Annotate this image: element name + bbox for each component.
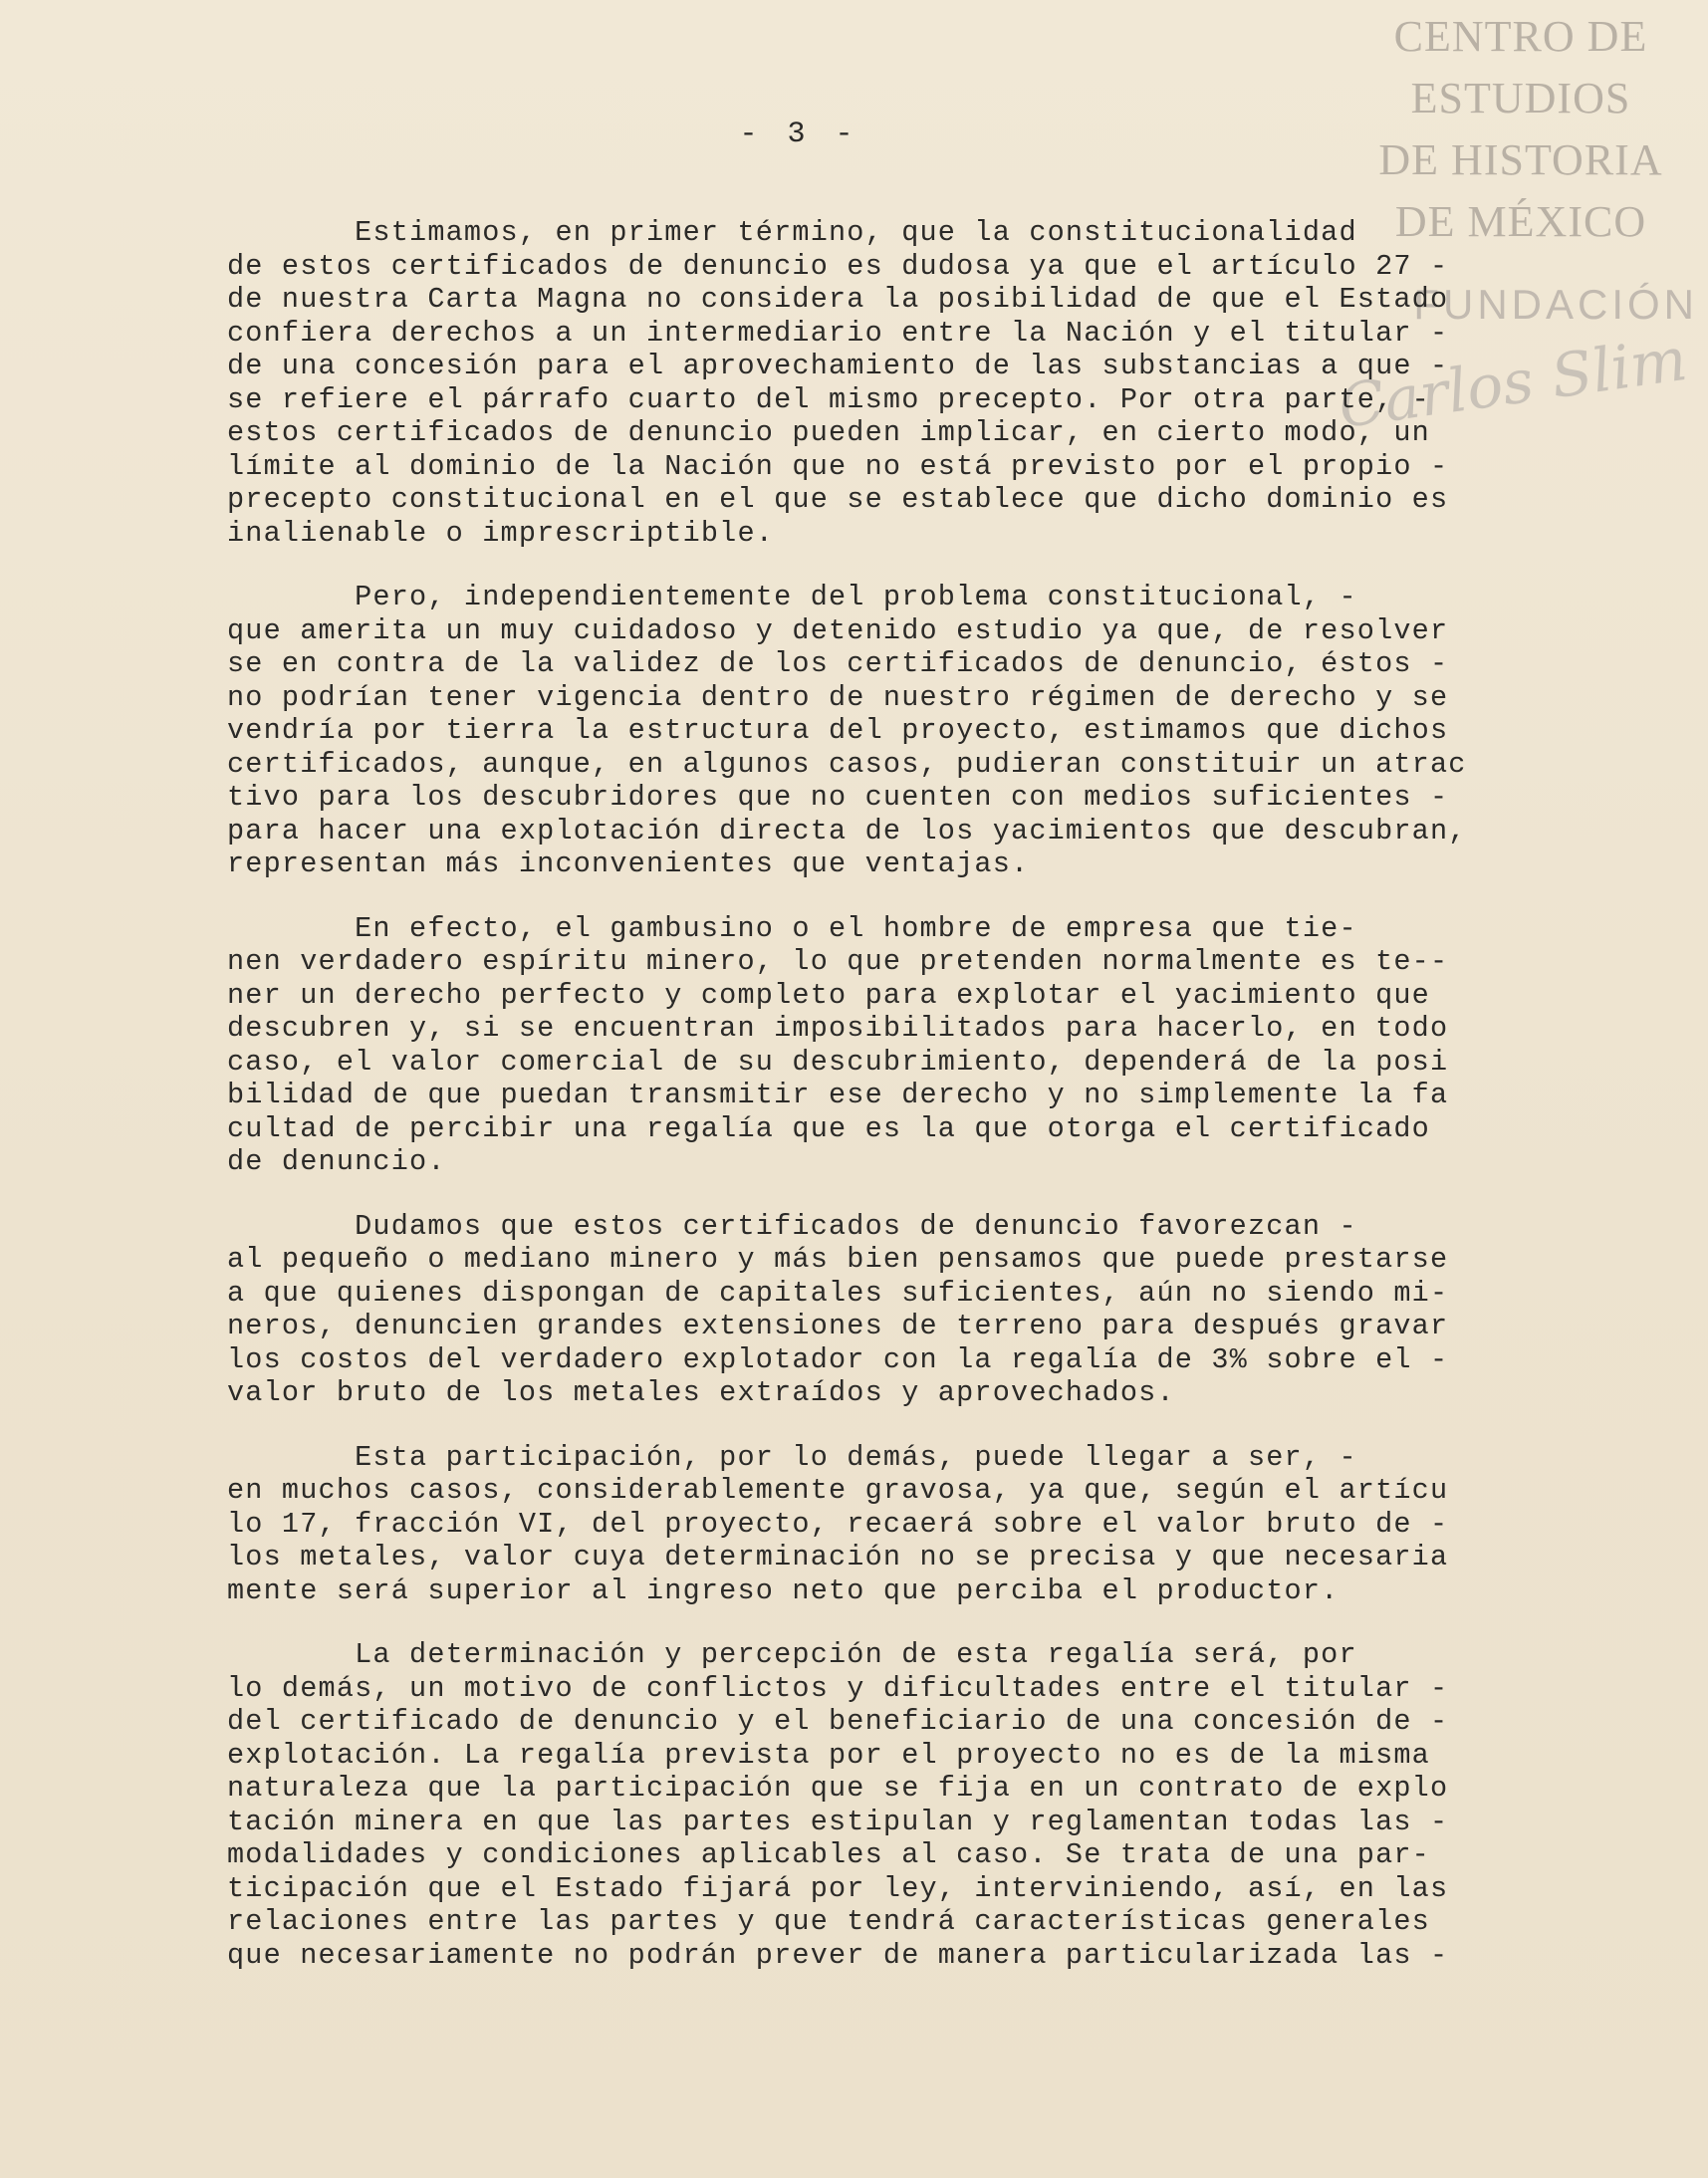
text-line: neros, denuncien grandes extensiones de terreno para después gravar <box>227 1310 1449 1342</box>
text-line: representan más inconvenientes que ventajas. <box>227 847 1030 880</box>
text-line: Pero, independientemente del problema constitucional, - <box>227 581 1357 613</box>
text-line: valor bruto de los metales extraídos y aprovechados. <box>227 1376 1175 1409</box>
text-line: inalienable o imprescriptible. <box>227 516 775 550</box>
text-line: límite al dominio de la Nación que no está previsto por el propio - <box>227 449 1449 483</box>
text-line: de estos certificados de denuncio es dudosa ya que el artículo 27 - <box>227 249 1449 283</box>
watermark-foundation: FUNDACIÓN <box>1413 281 1698 328</box>
text-line: certificados, aunque, en algunos casos, pudieran constituir un atrac <box>227 747 1467 781</box>
text-line: vendría por tierra la estructura del proyecto, estimamos que dichos <box>227 714 1449 747</box>
text-line: no podrían tener vigencia dentro de nuestro régimen de derecho y se <box>227 680 1449 714</box>
text-line: explotación. La regalía prevista por el proyecto no es de la misma <box>227 1738 1430 1772</box>
text-line: los metales, valor cuya determinación no se precisa y que necesaria <box>227 1541 1449 1573</box>
text-line: de denuncio. <box>227 1145 446 1178</box>
text-line: lo demás, un motivo de conflictos y dificultades entre el titular - <box>227 1671 1449 1705</box>
text-line: que necesariamente no podrán prever de manera particularizada las - <box>227 1938 1449 1972</box>
text-line: estos certificados de denuncio pueden implicar, en cierto modo, un <box>227 416 1430 449</box>
text-line: caso, el valor comercial de su descubrimiento, dependerá de la posi <box>227 1045 1449 1079</box>
text-line: en muchos casos, considerablemente gravosa, ya que, según el artícu <box>227 1474 1449 1507</box>
text-line: ner un derecho perfecto y completo para explotar el yacimiento que <box>227 978 1430 1012</box>
text-line: naturaleza que la participación que se fija en un contrato de explo <box>227 1772 1449 1805</box>
text-line: bilidad de que puedan transmitir ese derecho y no simplemente la fa <box>227 1079 1449 1111</box>
text-line: a que quienes dispongan de capitales suficientes, aún no siendo mi- <box>227 1276 1449 1310</box>
watermark-line: CENTRO DE <box>1393 12 1648 61</box>
document-body <box>227 216 1591 2003</box>
text-line: se en contra de la validez de los certificados de denuncio, éstos - <box>227 647 1449 680</box>
paragraph <box>227 1638 1591 1972</box>
text-line: modalidades y condiciones aplicables al caso. Se trata de una par- <box>227 1838 1430 1871</box>
text-line: nen verdadero espíritu minero, lo que pretenden normalmente es te-- <box>227 945 1449 978</box>
paragraph <box>227 216 1591 550</box>
paragraph <box>227 1210 1591 1410</box>
text-line: cultad de percibir una regalía que es la que otorga el certificado <box>227 1111 1430 1145</box>
watermark-line: DE HISTORIA <box>1378 135 1663 184</box>
text-line: de una concesión para el aprovechamiento de las substancias a que - <box>227 350 1449 382</box>
text-line: mente será superior al ingreso neto que perciba el productor. <box>227 1573 1340 1607</box>
text-line: se refiere el párrafo cuarto del mismo precepto. Por otra parte, - <box>227 382 1430 416</box>
text-line: al pequeño o mediano minero y más bien pensamos que puede prestarse <box>227 1243 1449 1276</box>
text-line: tación minera en que las partes estipulan y reglamentan todas las - <box>227 1805 1449 1838</box>
paragraph <box>227 581 1591 881</box>
watermark-line: DE MÉXICO <box>1394 197 1647 246</box>
page-number: - 3 - <box>739 118 859 151</box>
text-line: La determinación y percepción de esta regalía será, por <box>227 1638 1357 1671</box>
text-line: lo 17, fracción VI, del proyecto, recaerá sobre el valor bruto de - <box>227 1507 1449 1541</box>
text-line: para hacer una explotación directa de los yacimientos que descubran, <box>227 814 1467 847</box>
text-line: relaciones entre las partes y que tendrá características generales <box>227 1905 1430 1938</box>
text-line: de nuestra Carta Magna no considera la posibilidad de que el Estado <box>227 283 1449 316</box>
text-line: del certificado de denuncio y el beneficiario de una concesión de - <box>227 1705 1449 1738</box>
watermark-line: ESTUDIOS <box>1410 74 1631 122</box>
text-line: tivo para los descubridores que no cuenten con medios suficientes - <box>227 781 1449 814</box>
text-line: Dudamos que estos certificados de denuncio favorezcan - <box>227 1209 1357 1243</box>
text-line: descubren y, si se encuentran imposibilitados para hacerlo, en todo <box>227 1012 1449 1045</box>
text-line: precepto constitucional en el que se establece que dicho dominio es <box>227 483 1449 516</box>
text-line: confiera derechos a un intermediario entre la Nación y el titular - <box>227 316 1449 350</box>
paragraph <box>227 1441 1591 1608</box>
text-line: En efecto, el gambusino o el hombre de empresa que tie- <box>227 911 1357 945</box>
text-line: Estimamos, en primer término, que la constitucionalidad <box>227 216 1357 249</box>
watermark-signature: Carlos Slim <box>1334 324 1692 443</box>
text-line: Esta participación, por lo demás, puede llegar a ser, - <box>227 1440 1357 1474</box>
text-line: ticipación que el Estado fijará por ley, interviniendo, así, en las <box>227 1871 1449 1905</box>
paragraph <box>227 912 1591 1179</box>
text-line: que amerita un muy cuidadoso y detenido estudio ya que, de resolver <box>227 613 1449 647</box>
text-line: los costos del verdadero explotador con la regalía de 3% sobre el - <box>227 1342 1449 1376</box>
